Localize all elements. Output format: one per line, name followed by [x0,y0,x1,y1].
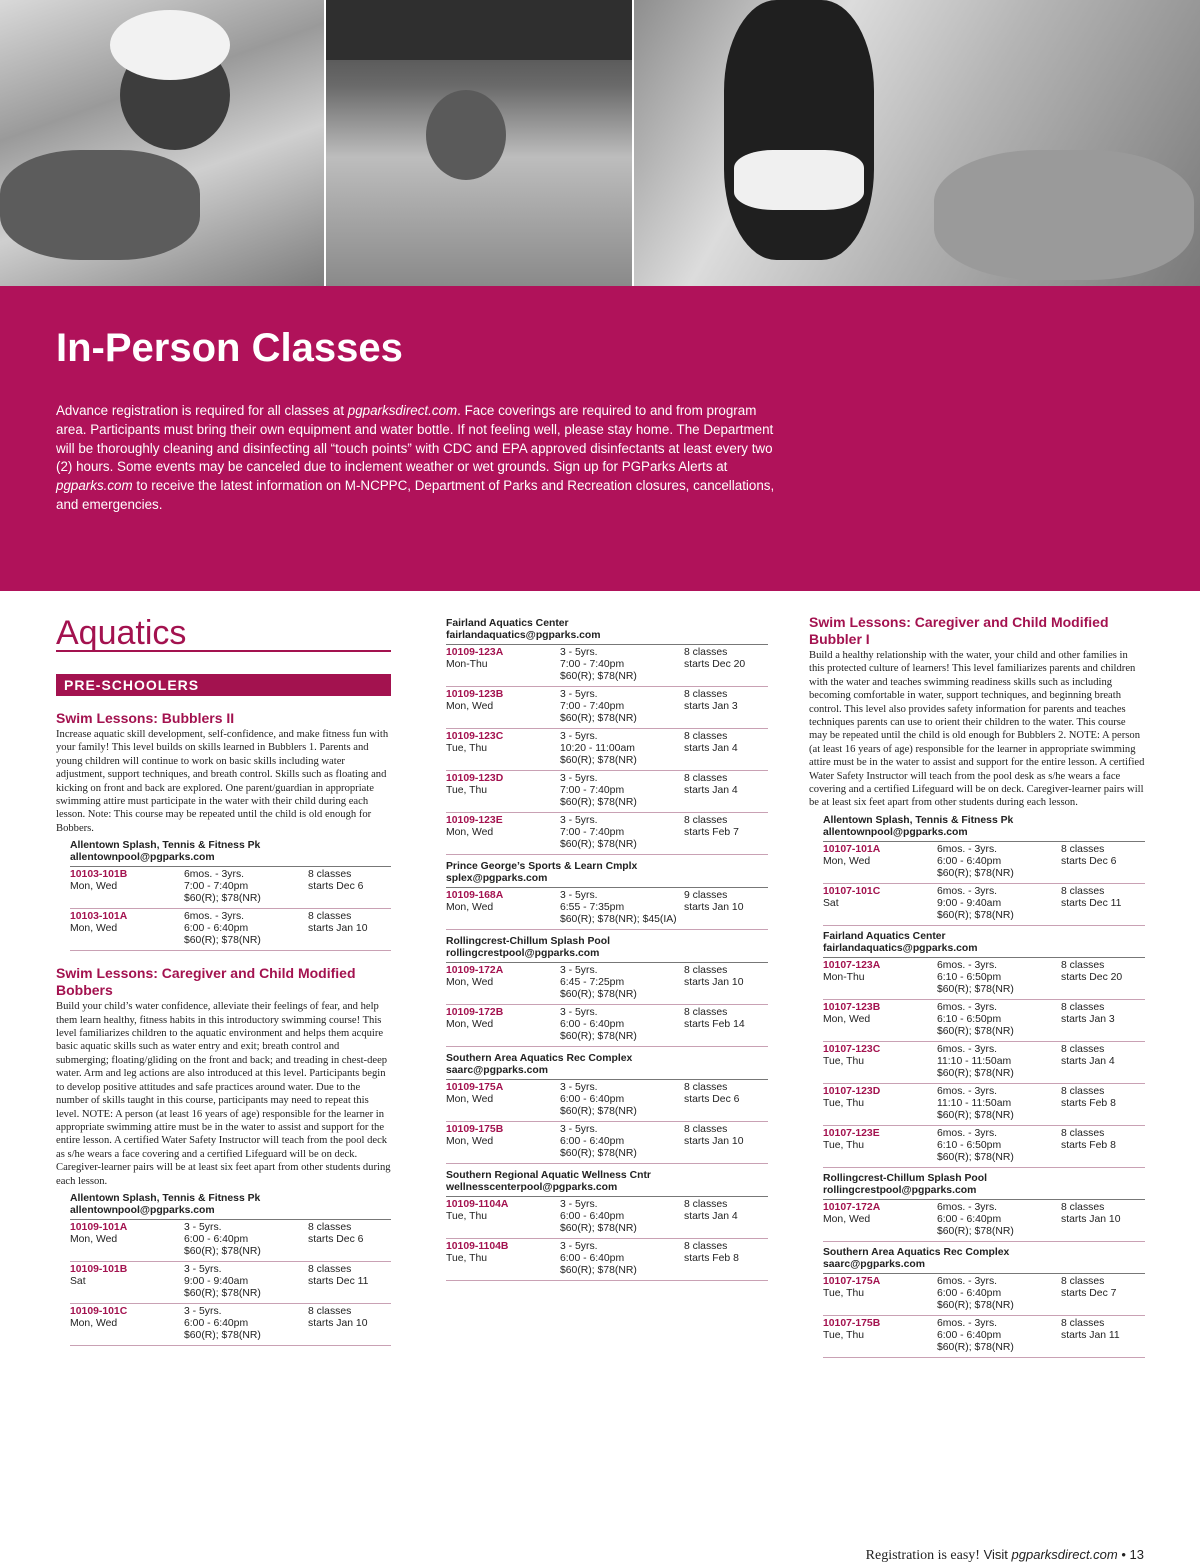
start-date: starts Jan 10 [684,902,744,913]
age-range: 3 - 5yrs. [560,1082,598,1093]
class-count: 8 classes [1061,1001,1105,1013]
age-range: 3 - 5yrs. [184,1221,222,1233]
class-time: 6:00 - 6:40pm [937,1329,1002,1341]
age-range: 3 - 5yrs. [560,1124,598,1135]
start-date: starts Dec 11 [1061,897,1122,909]
location-block [823,931,1145,1168]
column-2 [446,612,768,1281]
page-footer: Registration is easy! Visit pgparksdirect.com • 13 [865,1547,1144,1563]
class-offering [446,1197,768,1239]
course-code: 10107-123A [823,959,881,971]
course-code: 10109-168A [446,890,504,901]
meeting-days: Mon, Wed [70,1233,118,1245]
age-range: 3 - 5yrs. [184,1263,222,1275]
age-range: 3 - 5yrs. [560,1007,598,1018]
class-count: 8 classes [684,1199,728,1210]
photo-santa-at-pool [634,0,1200,286]
course-code: 10107-123E [823,1127,880,1139]
class-time: 7:00 - 7:40pm [560,827,625,838]
location-block [823,1247,1145,1358]
meeting-days: Mon, Wed [823,1013,871,1025]
footer-lead: Registration is easy! [865,1548,980,1563]
page-number: 13 [1129,1547,1144,1562]
age-range: 3 - 5yrs. [560,1199,598,1210]
course-code: 10107-101C [823,885,881,897]
age-range: 3 - 5yrs. [560,1241,598,1252]
class-fee: $60(R); $78(NR) [937,1109,1014,1121]
course-code: 10109-175A [446,1082,504,1093]
course-code: 10107-175A [823,1275,881,1287]
class-offering [446,771,768,813]
class-fee: $60(R); $78(NR) [184,1287,261,1299]
course-code: 10107-101A [823,843,881,855]
class-fee: $60(R); $78(NR) [560,755,637,766]
class-offering [446,888,768,930]
location-block [70,840,391,951]
class-count: 8 classes [308,1263,352,1275]
class-fee: $60(R); $78(NR) [560,989,637,1000]
course-name: Swim Lessons: Bubblers II [56,710,235,726]
class-time: 6:00 - 6:40pm [560,1019,625,1030]
class-time: 6:00 - 6:40pm [937,855,1002,867]
class-time: 9:00 - 9:40am [937,897,1002,909]
start-date: starts Jan 10 [308,923,368,935]
course-code: 10109-101B [70,1263,128,1275]
start-date: starts Dec 20 [684,659,746,670]
course-code: 10109-123C [446,731,504,742]
class-offering [823,842,1145,884]
start-date: starts Feb 7 [684,827,739,838]
age-range: 3 - 5yrs. [560,965,598,976]
class-offering [823,1316,1145,1358]
class-count: 8 classes [308,1305,352,1317]
class-fee: $60(R); $78(NR) [560,1031,637,1042]
meeting-days: Tue, Thu [446,1211,488,1222]
class-count: 8 classes [308,869,352,881]
class-time: 6:00 - 6:40pm [937,1287,1002,1299]
class-fee: $60(R); $78(NR) [937,1151,1014,1163]
start-date: starts Dec 6 [1061,855,1117,867]
age-range: 6mos. - 3yrs. [937,1201,998,1213]
class-count: 8 classes [1061,885,1105,897]
meeting-days: Tue, Thu [823,1287,865,1299]
course-code: 10103-101A [70,911,128,923]
class-time: 6:00 - 6:40pm [560,1211,625,1222]
meeting-days: Tue, Thu [823,1139,865,1151]
meeting-days: Mon, Wed [446,902,494,913]
location-block [446,936,768,1047]
class-offering [446,963,768,1005]
class-time: 7:00 - 7:40pm [560,701,625,712]
course-code: 10107-175B [823,1317,881,1329]
class-fee: $60(R); $78(NR) [937,909,1014,921]
location-header [446,618,768,645]
location-email[interactable]: allentownpool@pgparks.com [823,826,968,838]
course-code: 10103-101B [70,869,128,881]
class-offering [823,1084,1145,1126]
meeting-days: Mon, Wed [446,701,494,712]
location-name: Fairland Aquatics Center [823,930,946,942]
class-time: 6:00 - 6:40pm [184,923,249,935]
meeting-days: Tue, Thu [823,1055,865,1067]
location-block [823,815,1145,926]
page-title: In-Person Classes [56,326,403,370]
class-time: 6:00 - 6:40pm [560,1136,625,1147]
column-3 [809,612,1145,1358]
location-email[interactable]: saarc@pgparks.com [446,1065,548,1076]
class-count: 8 classes [1061,1085,1105,1097]
class-time: 10:20 - 11:00am [560,743,635,754]
location-name: Rollingcrest-Chillum Splash Pool [823,1172,987,1184]
location-header [70,1193,391,1220]
course-description: Increase aquatic skill development, self-confidence, and make fitness fun with your family! This level builds on skills learned in Bubblers 1. Parents and young children will continue to work on basic skills including water adjustment, support techniques, and breath control. Skills such as floating and kicking on front and back are explored. One parent/guardian in appropriate swimming attire must participate in the water with their child during each lesson. Note: This course may be repeated until the child is old enough for Bobbers. [56,729,389,834]
class-offering [70,1262,391,1304]
age-range: 6mos. - 3yrs. [937,1001,998,1013]
class-offering [446,687,768,729]
start-date: starts Jan 3 [684,701,738,712]
course-code: 10109-101A [70,1221,128,1233]
location-name: Southern Regional Aquatic Wellness Cntr [446,1170,651,1181]
meeting-days: Tue, Thu [823,1097,865,1109]
location-email[interactable]: wellnesscenterpool@pgparks.com [446,1182,618,1193]
age-range: 3 - 5yrs. [560,890,598,901]
location-email[interactable]: allentownpool@pgparks.com [70,1204,215,1216]
footer-site-link[interactable]: pgparksdirect.com [1011,1547,1118,1562]
class-fee: $60(R); $78(NR) [937,1341,1014,1353]
start-date: starts Feb 8 [1061,1097,1116,1109]
class-count: 8 classes [1061,1275,1105,1287]
location-header [446,1053,768,1080]
meeting-days: Tue, Thu [446,743,488,754]
age-range: 6mos. - 3yrs. [937,1317,998,1329]
class-count: 8 classes [1061,1317,1105,1329]
class-fee: $60(R); $78(NR) [560,839,637,850]
class-offering [446,1122,768,1164]
location-name: Prince George’s Sports & Learn Cmplx [446,861,638,872]
photo-child-swimming [0,0,326,286]
class-offering [70,1220,391,1262]
class-time: 6:55 - 7:35pm [560,902,625,913]
class-count: 8 classes [684,1241,728,1252]
location-email[interactable]: fairlandaquatics@pgparks.com [823,942,978,954]
location-header [446,936,768,963]
class-time: 6:45 - 7:25pm [560,977,625,988]
meeting-days: Mon-Thu [823,971,865,983]
age-range: 3 - 5yrs. [560,815,598,826]
class-fee: $60(R); $78(NR) [560,1106,637,1117]
intro-banner [0,286,1200,591]
location-header [446,861,768,888]
course-code: 10109-101C [70,1305,128,1317]
class-fee: $60(R); $78(NR) [937,983,1014,995]
class-offering [823,1200,1145,1242]
class-offering [70,1304,391,1346]
location-email[interactable]: saarc@pgparks.com [823,1258,925,1270]
class-offering [446,1005,768,1047]
registration-link[interactable]: pgparksdirect.com [347,403,458,418]
location-block [446,1053,768,1164]
age-range: 6mos. - 3yrs. [937,843,998,855]
class-count: 8 classes [684,1124,728,1135]
age-range: 6mos. - 3yrs. [937,1043,998,1055]
age-range: 6mos. - 3yrs. [937,1127,998,1139]
course-code: 10109-123E [446,815,503,826]
class-count: 8 classes [684,965,728,976]
class-offering [446,645,768,687]
meeting-days: Mon, Wed [446,1019,494,1030]
location-email[interactable]: rollingcrestpool@pgparks.com [446,948,600,959]
course-code: 10107-123D [823,1085,881,1097]
start-date: starts Jan 3 [1061,1013,1115,1025]
meeting-days: Tue, Thu [823,1329,865,1341]
age-range: 3 - 5yrs. [560,689,598,700]
start-date: starts Dec 6 [308,881,364,893]
class-fee: $60(R); $78(NR) [937,1067,1014,1079]
class-count: 8 classes [1061,959,1105,971]
class-count: 8 classes [308,911,352,923]
location-block [446,1170,768,1281]
class-time: 6:00 - 6:40pm [937,1213,1002,1225]
location-block [446,861,768,930]
class-count: 8 classes [1061,1127,1105,1139]
class-offering [446,1080,768,1122]
start-date: starts Feb 8 [684,1253,739,1264]
age-group-heading: PRE-SCHOOLERS [56,674,391,696]
start-date: starts Jan 10 [1061,1213,1121,1225]
age-range: 3 - 5yrs. [560,731,598,742]
class-offering [70,909,391,951]
class-fee: $60(R); $78(NR) [560,1223,637,1234]
start-date: starts Dec 11 [308,1275,369,1287]
location-header [823,931,1145,958]
location-header [70,840,391,867]
start-date: starts Jan 10 [684,977,744,988]
class-time: 7:00 - 7:40pm [560,785,625,796]
start-date: starts Jan 4 [684,1211,738,1222]
class-fee: $60(R); $78(NR) [560,713,637,724]
start-date: starts Jan 4 [1061,1055,1115,1067]
course-description: Build a healthy relationship with the water, your child and other families in this protected culture of learners! This level familiarizes parents and children with the water and teaches swimming readiness skills such as including becoming comfortable in water, support techniques, and beginning breath control. This level also provides safety information for parents and teaches techniques parents can use to orient their children to the water. This course may be repeated until the child is old enough for Bubblers 2. NOTE: A person (at least 16 years of age) responsible for the learner in appropriate swimming attire must be in the water to assist and support for the entire lesson. A certified Water Safety Instructor will teach from the pool desk as s/he wears a face covering and a certified Lifeguard will be on deck. Caregiver-learner pairs will be at least six feet apart from other students during each lesson. [809,650,1145,809]
age-range: 6mos. - 3yrs. [184,869,245,881]
location-header [823,1247,1145,1274]
age-range: 6mos. - 3yrs. [937,959,998,971]
class-fee: $60(R); $78(NR) [937,1299,1014,1311]
class-offering [446,1239,768,1281]
class-time: 6:10 - 6:50pm [937,971,1002,983]
location-header [446,1170,768,1197]
course-code: 10109-175B [446,1124,504,1135]
class-fee: $60(R); $78(NR) [560,1148,637,1159]
class-offering [823,1042,1145,1084]
course-code: 10109-123A [446,647,504,658]
start-date: starts Jan 11 [1061,1329,1120,1341]
age-range: 6mos. - 3yrs. [937,1275,998,1287]
location-name: Rollingcrest-Chillum Splash Pool [446,936,610,947]
start-date: starts Dec 7 [1061,1287,1117,1299]
age-range: 6mos. - 3yrs. [937,1085,998,1097]
class-count: 8 classes [684,773,728,784]
class-count: 8 classes [684,647,728,658]
class-count: 8 classes [684,815,728,826]
course-name: Swim Lessons: Caregiver and Child Modified Bubbler I [809,614,1109,647]
location-name: Allentown Splash, Tennis & Fitness Pk [70,840,261,852]
location-name: Allentown Splash, Tennis & Fitness Pk [70,1192,261,1204]
class-count: 8 classes [684,689,728,700]
class-offering [823,1274,1145,1316]
start-date: starts Jan 10 [684,1136,744,1147]
class-offering [823,958,1145,1000]
meeting-days: Mon, Wed [446,1136,494,1147]
start-date: starts Jan 4 [684,785,738,796]
location-email[interactable]: fairlandaquatics@pgparks.com [446,630,601,641]
course-description: Build your child’s water confidence, alleviate their feelings of fear, and help them learn healthy, fitness habits in this introductory swimming course! This level familiarizes children to the aquatic environment and helps them acquire basic aquatic skills such as water entry and exit; breath control and submerging; floating/gliding on the front and back; and treading in chest-deep water. Arm and leg actions are also introduced at this level. Participants begin to develop positive attitudes and safe practices around water. Due to the number of skills taught in this course, participants may need to repeat this level. NOTE: A person (at least 16 years of age) responsible for the learner in appropriate swimming attire must be in the water to assist and support for the entire lesson. A certified Water Safety Instructor will teach from the pool deck as s/he wears a face covering and a certified Lifeguard will be on deck. Caregiver-learner pairs will be at least six feet apart from other students during each lesson. [56,1001,391,1187]
meeting-days: Mon, Wed [446,827,494,838]
class-fee: $60(R); $78(NR) [184,1245,261,1257]
class-offering [823,884,1145,926]
column-1 [56,612,391,1346]
class-fee: $60(R); $78(NR) [560,797,637,808]
meeting-days: Mon, Wed [446,977,494,988]
class-fee: $60(R); $78(NR) [184,935,261,947]
class-count: 8 classes [308,1221,352,1233]
class-time: 6:00 - 6:40pm [184,1233,249,1245]
meeting-days: Sat [823,897,839,909]
class-fee: $60(R); $78(NR) [560,1265,637,1276]
class-time: 11:10 - 11:50am [937,1097,1012,1109]
class-time: 6:00 - 6:40pm [560,1094,625,1105]
course-code: 10109-1104B [446,1241,509,1252]
age-range: 3 - 5yrs. [560,773,598,784]
age-range: 6mos. - 3yrs. [937,885,998,897]
course-name: Swim Lessons: Caregiver and Child Modified Bobbers [56,965,356,999]
location-name: Southern Area Aquatics Rec Complex [446,1053,633,1064]
meeting-days: Tue, Thu [446,1253,488,1264]
class-offering [823,1000,1145,1042]
class-count: 8 classes [684,1007,728,1018]
location-block [446,618,768,855]
meeting-days: Mon, Wed [70,1317,118,1329]
class-fee: $60(R); $78(NR); $45(IA) [560,914,677,925]
start-date: starts Feb 14 [684,1019,745,1030]
class-time: 11:10 - 11:50am [937,1055,1012,1067]
meeting-days: Mon, Wed [823,1213,871,1225]
class-count: 9 classes [684,890,728,901]
location-email[interactable]: rollingcrestpool@pgparks.com [823,1184,977,1196]
location-header [823,815,1145,842]
course-code: 10109-123D [446,773,504,784]
start-date: starts Jan 10 [308,1317,368,1329]
photo-strip [0,0,1200,286]
meeting-days: Mon-Thu [446,659,488,670]
start-date: starts Jan 4 [684,743,738,754]
meeting-days: Tue, Thu [446,785,488,796]
course-code: 10109-172A [446,965,504,976]
location-name: Fairland Aquatics Center [446,618,569,629]
start-date: starts Dec 6 [684,1094,740,1105]
class-fee: $60(R); $78(NR) [937,1025,1014,1037]
photo-adult-swimmer [326,0,634,286]
start-date: starts Feb 8 [1061,1139,1116,1151]
class-fee: $60(R); $78(NR) [937,867,1014,879]
meeting-days: Mon, Wed [70,881,118,893]
class-offering [446,729,768,771]
age-range: 6mos. - 3yrs. [184,911,245,923]
class-fee: $60(R); $78(NR) [937,1225,1014,1237]
location-block [823,1173,1145,1242]
age-range: 3 - 5yrs. [560,647,598,658]
class-count: 8 classes [684,1082,728,1093]
class-count: 8 classes [1061,1043,1105,1055]
class-time: 7:00 - 7:40pm [184,881,249,893]
class-fee: $60(R); $78(NR) [560,671,637,682]
alerts-link[interactable]: pgparks.com [56,478,133,494]
course-code: 10109-172B [446,1007,504,1018]
class-fee: $60(R); $78(NR) [184,1329,261,1341]
location-name: Southern Area Aquatics Rec Complex [823,1246,1010,1258]
class-fee: $60(R); $78(NR) [184,893,261,905]
intro-paragraph: Advance registration is required for all classes at pgparksdirect.com. Face coverings are required to and from program area. Participants must bring their own equipment and water bottle. If not feeling well, please stay home. The Department will be thoroughly cleaning and disinfecting all “touch points” with CDC and EPA approved disinfectants at least every two (2) hours. Some events may be canceled due to inclement weather or wet grounds. Sign up for PGParks Alerts at pgparks.com to receive the latest information on M-NCPPC, Department of Parks and Recreation closures, cancellations, and emergencies. [56,403,775,512]
meeting-days: Mon, Wed [823,855,871,867]
location-block [70,1193,391,1346]
course-code: 10107-172A [823,1201,881,1213]
start-date: starts Dec 6 [308,1233,364,1245]
course-code: 10109-1104A [446,1199,509,1210]
location-email[interactable]: allentownpool@pgparks.com [70,852,215,864]
course-code: 10107-123C [823,1043,881,1055]
course-code: 10109-123B [446,689,504,700]
class-count: 8 classes [1061,843,1105,855]
class-time: 7:00 - 7:40pm [560,659,625,670]
class-time: 6:00 - 6:40pm [560,1253,625,1264]
location-email[interactable]: splex@pgparks.com [446,873,548,884]
class-offering [446,813,768,855]
location-name: Allentown Splash, Tennis & Fitness Pk [823,814,1014,826]
meeting-days: Sat [70,1275,86,1287]
class-count: 8 classes [684,731,728,742]
class-count: 8 classes [1061,1201,1105,1213]
start-date: starts Dec 20 [1061,971,1123,983]
class-time: 9:00 - 9:40am [184,1275,249,1287]
class-time: 6:10 - 6:50pm [937,1013,1002,1025]
course-code: 10107-123B [823,1001,881,1013]
class-offering [70,867,391,909]
location-header [823,1173,1145,1200]
meeting-days: Mon, Wed [446,1094,494,1105]
age-range: 3 - 5yrs. [184,1305,222,1317]
class-time: 6:10 - 6:50pm [937,1139,1002,1151]
class-offering [823,1126,1145,1168]
class-time: 6:00 - 6:40pm [184,1317,249,1329]
meeting-days: Mon, Wed [70,923,118,935]
section-title: Aquatics [56,612,391,652]
